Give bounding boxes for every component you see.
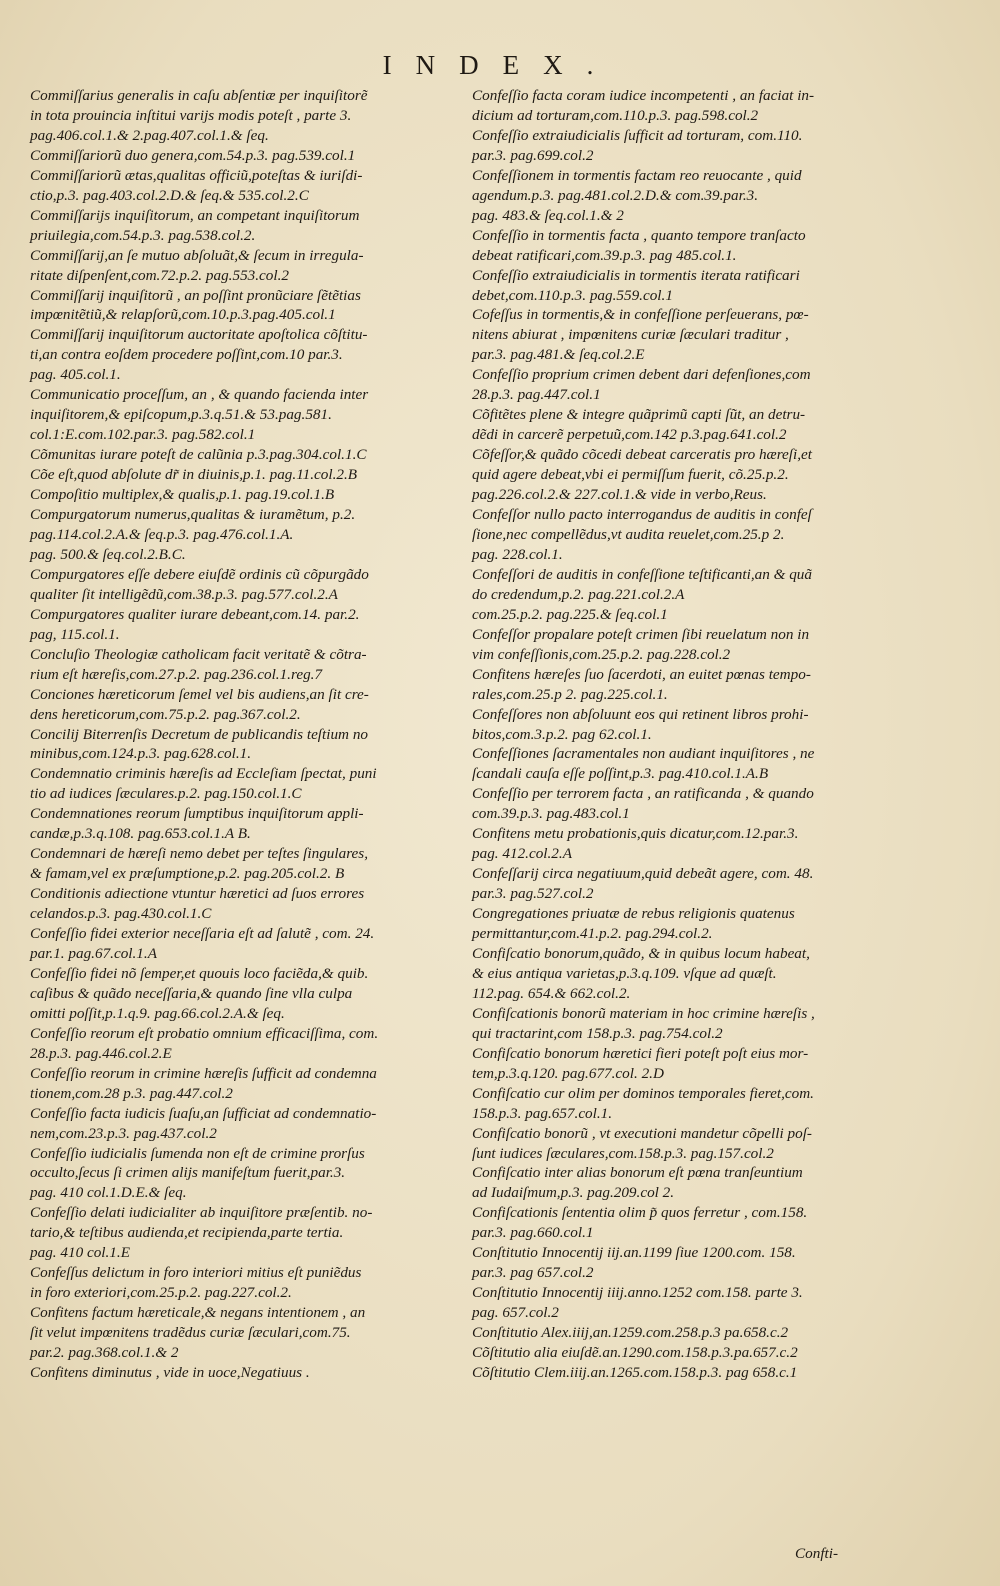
- index-entry-line: pag. 405.col.1.: [30, 366, 121, 384]
- index-entry: [472, 365, 892, 405]
- index-entry-line: quid agere debeat,vbi ei permiſſum fuerit, cõ.25.p.2.: [472, 466, 789, 484]
- index-entry-line: candæ,p.3.q.108. pag.653.col.1.A B.: [30, 825, 251, 843]
- index-entry-line: Confiſcatio inter alias bonorum eſt pœna tranſeuntium: [472, 1164, 803, 1182]
- index-entry: [472, 505, 892, 565]
- index-entry-line: Compurgatores eſſe debere eiuſdẽ ordinis cũ cõpurgãdo: [30, 565, 369, 583]
- index-entry: [472, 1363, 892, 1383]
- index-entry: [30, 924, 462, 964]
- page-header: INDEX.: [382, 50, 618, 80]
- index-entry-line: ſione,nec compellẽdus,vt audita reuelet,com.25.p 2.: [472, 525, 785, 543]
- index-entry-line: col.1:E.com.102.par.3. pag.582.col.1: [30, 426, 256, 444]
- index-entry-line: Commiſſariorũ duo genera,com.54.p.3. pag.539.col.1: [30, 146, 356, 164]
- index-entry-line: Confitens hæreſes ſuo ſacerdoti, an euitet pœnas tempo-: [472, 665, 811, 683]
- index-entry-line: Cõſtitutio alia eiuſdẽ.an.1290.com.158.p.3.pa.657.c.2: [472, 1344, 798, 1362]
- index-entry-line: par.3. pag.527.col.2: [472, 885, 594, 903]
- index-entry-line: tionem,com.28 p.3. pag.447.col.2: [30, 1084, 233, 1102]
- index-entry: [472, 1283, 892, 1323]
- index-entry: [30, 1303, 462, 1363]
- index-entry: [30, 505, 462, 565]
- index-entry-line: celandos.p.3. pag.430.col.1.C: [30, 905, 212, 923]
- index-entry: [30, 605, 462, 645]
- index-entry-line: minibus,com.124.p.3. pag.628.col.1.: [30, 745, 252, 763]
- index-entry: [30, 565, 462, 605]
- index-entry: [30, 86, 462, 146]
- index-entry-line: & famam,vel ex præſumptione,p.2. pag.205.col.2. B: [30, 865, 345, 883]
- index-entry-line: pag.226.col.2.& 227.col.1.& vide in verbo,Reus.: [472, 486, 767, 504]
- index-entry-line: & eius antiqua varietas,p.3.q.109. vſque ad quæſt.: [472, 964, 777, 982]
- index-entry-line: Confeſſor nullo pacto interrogandus de auditis in confeſ: [472, 506, 812, 524]
- index-entry-line: Confeſſio proprium crimen debent dari defenſiones,com: [472, 366, 811, 384]
- index-entry-line: com.25.p.2. pag.225.& ſeq.col.1: [472, 605, 668, 623]
- index-entry-line: Concilij Biterrenſis Decretum de publicandis teſtium no: [30, 725, 369, 743]
- index-entry: [30, 884, 462, 924]
- index-entry-line: Confeſſio reorum in crimine hæreſis ſufficit ad condemna: [30, 1064, 377, 1082]
- index-entry-line: Cõfeſſor,& quãdo cõcedi debeat carceratis pro hæreſi,et: [472, 446, 812, 464]
- index-entry-line: Confeſſio fidei nõ ſemper,et quouis loco faciẽda,& quib.: [30, 964, 369, 982]
- index-entry-line: Confiſcatio cur olim per dominos temporales fieret,com.: [472, 1084, 814, 1102]
- index-entry: [30, 166, 462, 206]
- index-entry-line: Condemnari de hæreſi nemo debet per teſtes ſingulares,: [30, 845, 369, 863]
- index-entry: [472, 266, 892, 306]
- index-entry-line: permittantur,com.41.p.2. pag.294.col.2.: [472, 925, 713, 943]
- index-entry: [30, 1064, 462, 1104]
- index-entry-line: dicium ad torturam,com.110.p.3. pag.598.col.2: [472, 106, 759, 124]
- index-entry-line: pag.114.col.2.A.& ſeq.p.3. pag.476.col.1.A.: [30, 525, 294, 543]
- index-entry-line: Confeſſiones ſacramentales non audiant inquiſitores , ne: [472, 745, 815, 763]
- index-entry-line: caſibus & quãdo neceſſaria,& quando ſine vlla culpa: [30, 984, 353, 1002]
- index-entry-line: Condemnationes reorum ſumptibus inquiſitorum appli-: [30, 805, 364, 823]
- index-entry: [472, 824, 892, 864]
- index-entry-line: ad Iudaiſmum,p.3. pag.209.col 2.: [472, 1184, 675, 1202]
- index-entry: [30, 764, 462, 804]
- index-entry-line: Confiſcatio bonorum,quãdo, & in quibus locum habeat,: [472, 944, 810, 962]
- index-entry: [472, 1163, 892, 1203]
- index-entry-line: Confeſſio facta coram iudice incompetenti , an faciat in-: [472, 87, 815, 104]
- index-entry-line: Confeſſio fidei exterior neceſſaria eſt ad ſalutẽ , com. 24.: [30, 925, 375, 943]
- index-entry-line: com.39.p.3. pag.483.col.1: [472, 805, 630, 823]
- index-entry-line: par.2. pag.368.col.1.& 2: [30, 1344, 179, 1362]
- index-entry-line: pag.406.col.1.& 2.pag.407.col.1.& ſeq.: [30, 126, 269, 144]
- index-entry-line: pag. 410 col.1.D.E.& ſeq.: [30, 1184, 187, 1202]
- index-entry-line: pag. 228.col.1.: [472, 545, 563, 563]
- index-entry-line: pag. 412.col.2.A: [472, 845, 572, 863]
- index-entry-line: nitens abiurat , impœnitens curiæ ſæculari traditur ,: [472, 326, 789, 344]
- index-entry-line: Confeſſio iudicialis ſumenda non eſt de crimine prorſus: [30, 1144, 365, 1162]
- index-entry-line: rales,com.25.p 2. pag.225.col.1.: [472, 685, 668, 703]
- index-entry-line: Confeſſio facta iudicis ſuaſu,an ſufficiat ad condemnatio-: [30, 1104, 377, 1122]
- index-entry-line: qualiter ſit intelligẽdũ,com.38.p.3. pag.577.col.2.A: [30, 585, 338, 603]
- index-entry-line: rium eſt hæreſis,com.27.p.2. pag.236.col.1.reg.7: [30, 665, 323, 683]
- index-entry-line: Cõſtitutio Clem.iiij.an.1265.com.158.p.3. pag 658.c.1: [472, 1364, 798, 1381]
- index-entry: [472, 1084, 892, 1124]
- index-entry-line: pag. 657.col.2: [472, 1304, 559, 1322]
- index-entry: [30, 465, 462, 485]
- index-entry-line: Compoſitio multiplex,& qualis,p.1. pag.19.col.1.B: [30, 486, 335, 504]
- index-entry: [30, 445, 462, 465]
- index-entry: [472, 1243, 892, 1283]
- index-entry-line: pag. 483.& ſeq.col.1.& 2: [472, 206, 624, 224]
- index-entry-line: 28.p.3. pag.447.col.1: [472, 386, 601, 404]
- index-entry-line: ritate diſpenſent,com.72.p.2. pag.553.col.2: [30, 266, 289, 284]
- index-entry-line: Conſtitutio Innocentij iij.an.1199 ſiue 1200.com. 158.: [472, 1244, 796, 1262]
- index-entry-line: bitos,com.3.p.2. pag 62.col.1.: [472, 725, 652, 743]
- index-entry: [472, 166, 892, 226]
- index-entry: [472, 405, 892, 445]
- index-entry-line: Confeſſori de auditis in confeſſione teſtificanti,an & quã: [472, 565, 812, 583]
- index-entry: [30, 325, 462, 385]
- index-entry: [472, 445, 892, 505]
- index-entry-line: Confitens metu probationis,quis dicatur,com.12.par.3.: [472, 825, 799, 843]
- index-entry-line: nem,com.23.p.3. pag.437.col.2: [30, 1124, 217, 1142]
- index-entry-line: tario,& teſtibus audienda,et recipienda,parte tertia.: [30, 1224, 344, 1242]
- index-entry: [472, 744, 892, 784]
- index-entry-line: Confeſſio per terrorem facta , an ratificanda , & quando: [472, 785, 814, 803]
- index-entry-line: Commiſſarij inquiſitorum auctoritate apoſtolica cõſtitu-: [30, 326, 368, 344]
- index-entry-line: occulto,ſecus ſi crimen alijs manifeſtum fuerit,par.3.: [30, 1164, 346, 1182]
- index-entry-line: Confeſſor propalare poteſt crimen ſibi reuelatum non in: [472, 625, 810, 643]
- index-entry-line: Cõmunitas iurare poteſt de calũnia p.3.pag.304.col.1.C: [30, 446, 367, 464]
- index-entry: [472, 665, 892, 705]
- index-entry: [30, 246, 462, 286]
- index-entry: [472, 565, 892, 625]
- index-entry-line: 158.p.3. pag.657.col.1.: [472, 1104, 613, 1122]
- index-entry: [30, 804, 462, 844]
- index-entry: [472, 1203, 892, 1243]
- index-entry-line: Communicatio proceſſum, an , & quando facienda inter: [30, 386, 369, 404]
- index-entry-line: Cofeſſus in tormentis,& in confeſſione perſeuerans, pœ-: [472, 306, 809, 324]
- index-entry: [472, 126, 892, 166]
- index-entry-line: Confeſſionem in tormentis factam reo reuocante , quid: [472, 166, 802, 184]
- index-entry-line: 112.pag. 654.& 662.col.2.: [472, 984, 631, 1002]
- index-entry: [472, 226, 892, 266]
- index-entry-line: Confeſſio extraiudicialis in tormentis iterata ratificari: [472, 266, 800, 284]
- index-entry-line: tio ad iudices ſæculares.p.2. pag.150.col.1.C: [30, 785, 302, 803]
- index-entry: [30, 286, 462, 326]
- index-entry: [472, 864, 892, 904]
- index-entry-line: debeat ratificari,com.39.p.3. pag 485.col.1.: [472, 246, 737, 264]
- index-entry-line: Confeſſio extraiudicialis ſufficit ad torturam, com.110.: [472, 126, 803, 144]
- index-entry: [30, 1263, 462, 1303]
- index-entry: [472, 1323, 892, 1343]
- index-entry-line: Commiſſarius generalis in caſu abſentiæ per inquiſitorẽ: [30, 87, 368, 104]
- index-entry-line: Confeſſio in tormentis facta , quanto tempore tranſacto: [472, 226, 806, 244]
- index-entry-line: Commiſſarijs inquiſitorum, an competant inquiſitorum: [30, 206, 360, 224]
- index-entry-line: par.3. pag.481.& ſeq.col.2.E: [472, 346, 645, 364]
- index-entry: [30, 206, 462, 246]
- index-entry: [30, 1144, 462, 1204]
- index-entry-line: Commiſſarij inquiſitorũ , an poſſint pronũciare ſẽtẽtias: [30, 286, 361, 304]
- index-entry-line: in foro exteriori,com.25.p.2. pag.227.col.2.: [30, 1284, 292, 1302]
- index-entry-line: Cõe eſt,quod abſolute dr̃ in diuinis,p.1. pag.11.col.2.B: [30, 466, 358, 484]
- index-entry-line: Confiſcationis ſententia olim p̃ quos ferretur , com.158.: [472, 1204, 808, 1222]
- index-entry-line: Conſtitutio Innocentij iiij.anno.1252 com.158. parte 3.: [472, 1284, 803, 1302]
- index-entry-line: Compurgatorum numerus,qualitas & iuramẽtum, p.2.: [30, 506, 356, 524]
- index-entry-line: ctio,p.3. pag.403.col.2.D.& ſeq.& 535.col.2.C: [30, 186, 309, 204]
- index-entry-line: Conciones hæreticorum ſemel vel bis audiens,an ſit cre-: [30, 685, 369, 703]
- index-entry: [472, 784, 892, 824]
- index-entry: [30, 645, 462, 685]
- index-entry-line: Conſtitutio Alex.iiij,an.1259.com.258.p.3 pa.658.c.2: [472, 1324, 789, 1342]
- index-entry-line: ſcandali cauſa eſſe poſſint,p.3. pag.410.col.1.A.B: [472, 765, 769, 783]
- index-entry-line: impœnitẽtiũ,& relapſorũ,com.10.p.3.pag.405.col.1: [30, 306, 336, 324]
- index-entry-line: Confeſſarij circa negatiuum,quid debeãt agere, com. 48.: [472, 865, 814, 883]
- index-entry-line: agendum.p.3. pag.481.col.2.D.& com.39.par.3.: [472, 186, 759, 204]
- index-entry: [30, 964, 462, 1024]
- index-entry: [30, 1104, 462, 1144]
- index-entry-line: Confitens diminutus , vide in uoce,Negatiuus .: [30, 1364, 310, 1381]
- index-entry-line: do credendum,p.2. pag.221.col.2.A: [472, 585, 685, 603]
- index-entry-line: Confiſcationis bonorũ materiam in hoc crimine hæreſis ,: [472, 1004, 815, 1022]
- index-entry-line: in tota prouincia inſtitui varijs modis poteſt , parte 3.: [30, 106, 352, 124]
- index-entry: [472, 904, 892, 944]
- index-entry: [472, 625, 892, 665]
- index-entry: [30, 485, 462, 505]
- index-entry-line: ſunt iudices ſæculares,com.158.p.3. pag.157.col.2: [472, 1144, 774, 1162]
- index-entry-line: Commiſſarij,an ſe mutuo abſoluãt,& ſecum in irregula-: [30, 246, 364, 264]
- index-entry: [472, 1044, 892, 1084]
- index-entry-line: tem,p.3.q.120. pag.677.col. 2.D: [472, 1064, 664, 1082]
- index-entry: [472, 1124, 892, 1164]
- index-entry: [472, 1343, 892, 1363]
- catchword: Confti-: [795, 1545, 839, 1562]
- index-entry: [30, 685, 462, 725]
- index-entry-line: par.3. pag.699.col.2: [472, 146, 594, 164]
- index-entry: [472, 705, 892, 745]
- index-entry-line: Condemnatio criminis hæreſis ad Eccleſiam ſpectat, puni: [30, 765, 377, 783]
- index-entry-line: pag. 410 col.1.E: [30, 1244, 130, 1262]
- index-entry-line: Confeſſio reorum eſt probatio omnium efficaciſſima, com.: [30, 1024, 379, 1042]
- index-entry-line: Cõfitẽtes plene & integre quãprimũ capti ſũt, an detru-: [472, 406, 806, 424]
- index-entry-line: Conditionis adiectione vtuntur hæretici ad ſuos errores: [30, 885, 365, 903]
- index-entry-line: Confeſſores non abſoluunt eos qui retinent libros prohi-: [472, 705, 809, 723]
- index-entry-line: Concluſio Theologiæ catholicam facit veritatẽ & cõtra-: [30, 645, 367, 663]
- index-entry: [30, 385, 462, 445]
- index-entry-line: dens hereticorum,com.75.p.2. pag.367.col.2.: [30, 705, 301, 723]
- index-entry-line: Commiſſariorũ ætas,qualitas officiũ,poteſtas & iuriſdi-: [30, 166, 363, 184]
- index-entry-line: inquiſitorem,& epiſcopum,p.3.q.51.& 53.pag.581.: [30, 406, 332, 424]
- index-entry: [472, 86, 892, 126]
- index-entry: [30, 1024, 462, 1064]
- index-entry-line: par.1. pag.67.col.1.A: [30, 944, 157, 962]
- index-entry-line: 28.p.3. pag.446.col.2.E: [30, 1044, 172, 1062]
- left-column: [30, 86, 462, 1383]
- index-entry-line: Congregationes priuatæ de rebus religionis quatenus: [472, 905, 795, 923]
- index-entry-line: dẽdi in carcerẽ perpetuũ,com.142 p.3.pag.641.col.2: [472, 426, 787, 444]
- index-entry-line: ſit velut impœnitens tradẽdus curiæ ſæculari,com.75.: [30, 1324, 351, 1342]
- index-entry-line: Confitens factum hæreticale,& negans intentionem , an: [30, 1304, 366, 1322]
- index-entry-line: pag. 500.& ſeq.col.2.B.C.: [30, 545, 186, 563]
- index-entry-line: Confeſſus delictum in foro interiori mitius eſt puniẽdus: [30, 1264, 362, 1282]
- index-entry-line: priuilegia,com.54.p.3. pag.538.col.2.: [30, 226, 256, 244]
- index-entry: [30, 146, 462, 166]
- index-entry-line: Confiſcatio bonorũ , vt executioni mandetur cõpelli poſ-: [472, 1124, 812, 1142]
- index-entry-line: pag, 115.col.1.: [30, 625, 120, 643]
- index-entry-line: Confiſcatio bonorum hæretici fieri poteſt poſt eius mor-: [472, 1044, 809, 1062]
- index-entry-line: omitti poſſit,p.1.q.9. pag.66.col.2.A.& ſeq.: [30, 1004, 285, 1022]
- index-entry: [472, 944, 892, 1004]
- index-entry-line: vim confeſſionis,com.25.p.2. pag.228.col.2: [472, 645, 731, 663]
- index-entry-line: ti,an contra eoſdem procedere poſſint,com.10 par.3.: [30, 346, 343, 364]
- index-entry-line: qui tractarint,com 158.p.3. pag.754.col.2: [472, 1024, 723, 1042]
- index-entry: [30, 844, 462, 884]
- index-entry: [30, 1203, 462, 1263]
- index-entry: [30, 1363, 462, 1383]
- index-entry-line: Confeſſio delati iudicialiter ab inquiſitore præſentib. no-: [30, 1204, 373, 1222]
- index-entry: [472, 305, 892, 365]
- index-entry-line: par.3. pag 657.col.2: [472, 1264, 594, 1282]
- right-column: [472, 86, 892, 1383]
- index-entry: [472, 1004, 892, 1044]
- index-entry-line: Compurgatores qualiter iurare debeant,com.14. par.2.: [30, 605, 360, 623]
- index-entry-line: par.3. pag.660.col.1: [472, 1224, 594, 1242]
- index-entry-line: debet,com.110.p.3. pag.559.col.1: [472, 286, 673, 304]
- index-entry: [30, 725, 462, 765]
